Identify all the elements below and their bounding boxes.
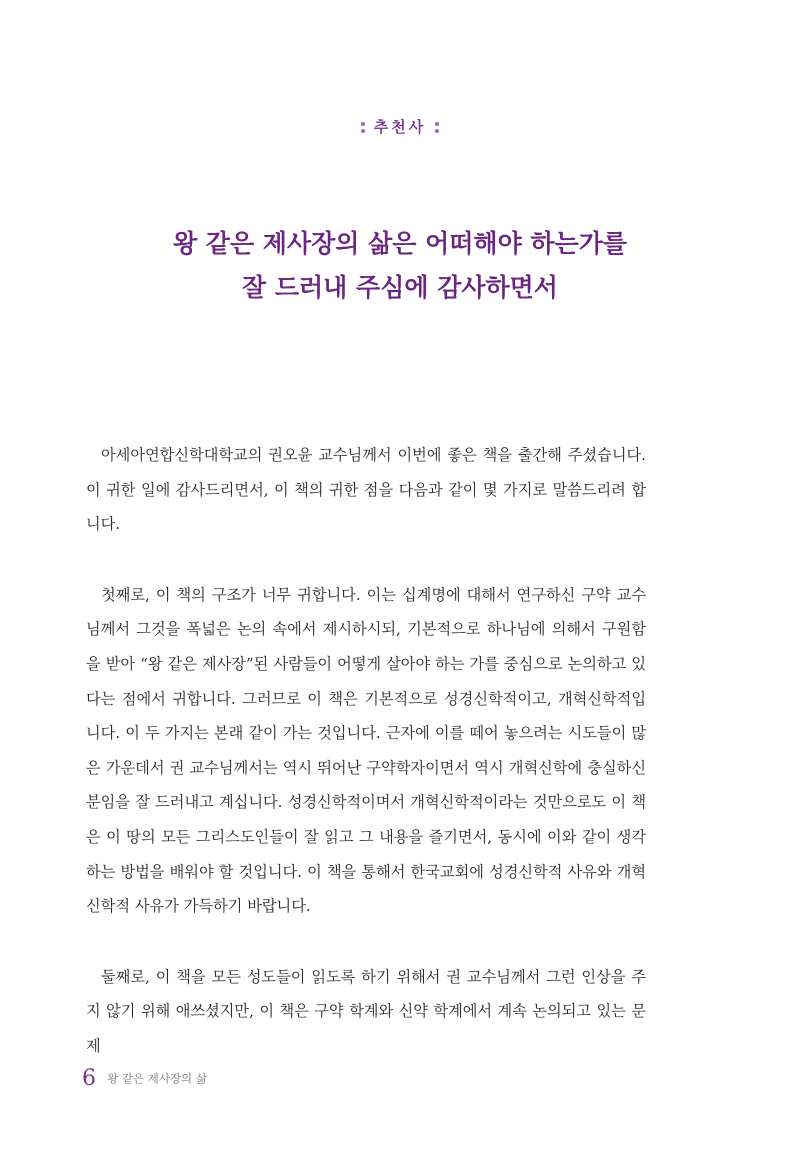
paragraph-2: 첫째로, 이 책의 구조가 너무 귀합니다. 이는 십계명에 대해서 연구하신 구약 교수님께서 그것을 폭넓은 논의 속에서 제시하시되, 기본적으로 하나님에 의해서 구원함을 받아 “왕 같은 제사장”된 사람들이 어떻게 살아야 하는 가를 중심으로 논의하고 있다는 점에서 귀합니다. 그러므로 이 책은 기본적으로 성경신학적이고, 개혁신학적입니다. 이 두 가지는 본래 같이 가는 것입니다. 근자에 이를 떼어 놓으려는 시도들이 많은 가운데서 권 교수님께서는 역시 뛰어난 구약학자이면서 역시 개혁신학에 충실하신 분임을 잘 드러내고 계십니다. 성경신학적이며서 개혁신학적이라는 것만으로도 이 책은 이 땅의 모든 그리스도인들이 잘 읽고 그 내용을 즐기면서, 동시에 이와 같이 생각하는 방법을 배워야 할 것입니다. 이 책을 통해서 한국교회에 성경신학적 사유와 개혁신학적 사유가 가득하기 바랍니다. [86, 585, 646, 916]
paragraph-1: 아세아연합신학대학교의 권오윤 교수님께서 이번에 좋은 책을 출간해 주셨습니다. 이 귀한 일에 감사드리면서, 이 책의 귀한 점을 다음과 같이 몇 가지로 말씀드리려 합니다. [86, 446, 646, 534]
body-text [86, 438, 646, 1100]
title-line-1: 왕 같은 제사장의 삶은 어떠해야 하는가를 [172, 229, 628, 258]
paragraph-3: 둘째로, 이 책을 모든 성도들이 읽도록 하기 위해서 권 교수님께서 그런 인상을 주지 않기 위해 애쓰셨지만, 이 책은 구약 학계와 신약 학계에서 계속 논의되고 있는 문제 [86, 967, 646, 1055]
page-title [0, 222, 800, 310]
page-footer [82, 1066, 207, 1091]
colon-dots-icon [360, 120, 366, 136]
section-label [0, 116, 800, 137]
title-line-2: 잘 드러내 주심에 감사하면서 [242, 273, 558, 302]
colon-dots-icon [434, 120, 440, 136]
running-title: 왕 같은 제사장의 삶 [107, 1071, 207, 1086]
page-number: 6 [82, 1066, 96, 1091]
section-label-text: 추천사 [373, 118, 427, 136]
